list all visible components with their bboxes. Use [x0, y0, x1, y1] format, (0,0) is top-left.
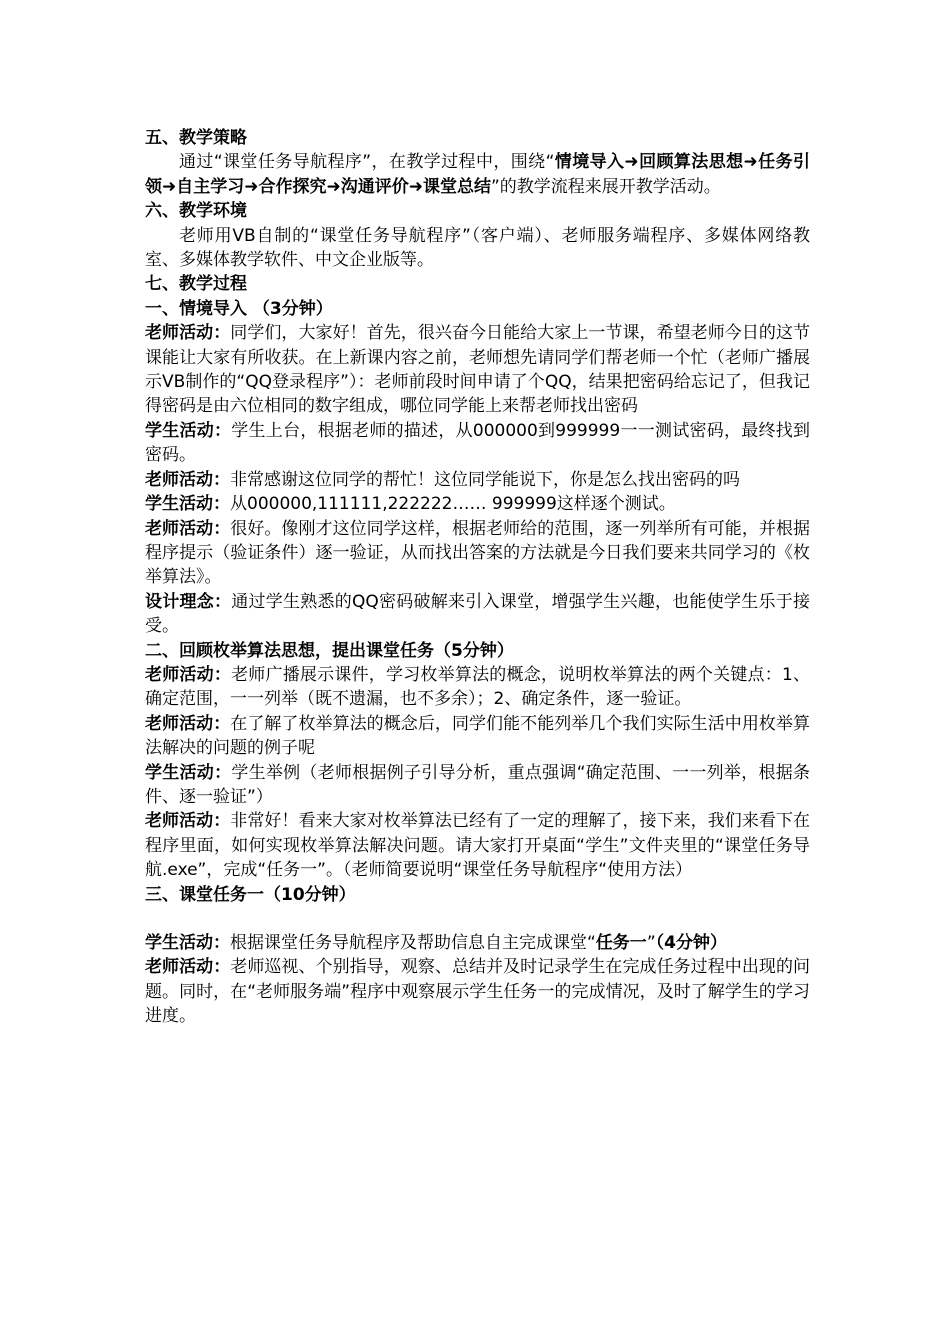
activity-label: 老师活动：	[145, 713, 231, 734]
activity-text: 从000000,111111,222222…… 999999这样逐个测试。	[230, 494, 676, 515]
activity-text: 非常好！看来大家对枚举算法已经有了一定的理解了，接下来，我们来看下在程序里面，如何实现枚举算法解决问题。请大家打开桌面“学生”文件夹里的“课堂任务导航.exe”，完成“任务一”。（老师简要说明“课堂任务导航程序“使用方法）	[145, 811, 811, 881]
activity-paragraph	[145, 712, 810, 761]
activity-label: 老师活动：	[145, 811, 231, 832]
activity-text: 通过学生熟悉的QQ密码破解来引入课堂，增强学生兴趣，也能使学生乐于接受。	[145, 591, 810, 637]
activity-paragraph	[145, 663, 810, 712]
section-heading-strategy: 五、教学策略	[145, 128, 247, 148]
activity-paragraph	[145, 761, 810, 810]
blank-line	[145, 907, 810, 931]
activity-label: 学生活动：	[145, 494, 230, 515]
activity-text: 在了解了枚举算法的概念后，同学们能不能列举几个我们实际生活中用枚举算法解决的问题的例子呢	[145, 713, 811, 759]
section-heading-process: 七、教学过程	[145, 274, 247, 295]
activity-text: 学生举例（老师根据例子引导分析，重点强调“确定范围、一一列举，根据条件、逐一验证”）	[145, 762, 810, 807]
activity-text: ”	[646, 933, 656, 953]
activity-paragraph	[145, 931, 810, 955]
activity-paragraph	[145, 492, 810, 516]
activity-paragraph	[145, 468, 810, 492]
activity-label: 学生活动：	[145, 420, 232, 441]
activity-label: 学生活动：	[145, 762, 232, 783]
task-name: 任务一	[595, 933, 647, 953]
activity-text: 非常感谢这位同学的帮忙！这位同学能说下，你是怎么找出密码的吗	[230, 469, 740, 490]
section-heading-environment: 六、教学环境	[145, 201, 247, 222]
phase-heading-3: 三、课堂任务一（10分钟）	[145, 884, 356, 905]
activity-label: 设计理念：	[145, 591, 232, 612]
activity-text: 学生上台，根据老师的描述，从000000到999999一一测试密码，最终找到密码。	[145, 420, 811, 466]
strategy-paragraph	[145, 150, 810, 199]
activity-paragraph	[145, 809, 810, 882]
activity-text: 老师巡视、个别指导，观察、总结并及时记录学生在完成任务过程中出现的问题。同时，在“老师服务端”程序中观察展示学生任务一的完成情况，及时了解学生的学习进度。	[145, 957, 811, 1027]
activity-label: 学生活动：	[145, 933, 230, 953]
phase-heading-2: 二、回顾枚举算法思想，提出课堂任务（5分钟）	[145, 640, 514, 661]
activity-label: 老师活动：	[145, 664, 232, 685]
activity-paragraph	[145, 321, 810, 419]
activity-text: 根据课堂任务导航程序及帮助信息自主完成课堂“	[230, 933, 596, 953]
activity-text: 老师广播展示课件，学习枚举算法的概念，说明枚举算法的两个关键点：1、确定范围，一一列举（既不遗漏，也不多余）；2、确定条件，逐一验证。	[145, 664, 810, 710]
task-duration: （4分钟）	[655, 933, 727, 953]
activity-label: 老师活动：	[145, 957, 231, 978]
activity-label: 老师活动：	[145, 518, 231, 539]
strategy-text-end: ”的教学流程来展开教学活动。	[490, 176, 721, 197]
strategy-flow: 情境导入➜回顾算法思想➜任务引领➜自主学习➜合作探究➜沟通评价➜课堂总结	[145, 152, 810, 197]
activity-paragraph	[145, 419, 810, 468]
strategy-text-start: 通过“课堂任务导航程序”，在教学过程中，围绕“	[179, 152, 555, 173]
document-page	[145, 126, 810, 1029]
activity-label: 老师活动：	[145, 323, 231, 344]
activity-text: 很好。像刚才这位同学这样，根据老师给的范围，逐一列举所有可能，并根据程序提示（验证条件）逐一验证，从而找出答案的方法就是今日我们要来共同学习的《枚举算法》。	[145, 518, 811, 588]
activity-paragraph	[145, 517, 810, 590]
activity-paragraph	[145, 590, 810, 639]
activity-label: 老师活动：	[145, 469, 230, 490]
activity-text: 同学们，大家好！首先，很兴奋今日能给大家上一节课，希望老师今日的这节课能让大家有所收获。在上新课内容之前，老师想先请同学们帮老师一个忙（老师广播展示VB制作的“QQ登录程序”）：老师前段时间申请了个QQ，结果把密码给忘记了，但我记得密码是由六位相同的数字组成，哪位同学能上来帮老师找出密码	[145, 323, 811, 417]
environment-paragraph: 老师用VB自制的“课堂任务导航程序”（客户端）、老师服务端程序、多媒体网络教室、多媒体教学软件、中文企业版等。	[145, 225, 810, 271]
activity-paragraph	[145, 955, 810, 1028]
phase-heading-1: 一、情境导入 （3分钟）	[145, 298, 333, 319]
